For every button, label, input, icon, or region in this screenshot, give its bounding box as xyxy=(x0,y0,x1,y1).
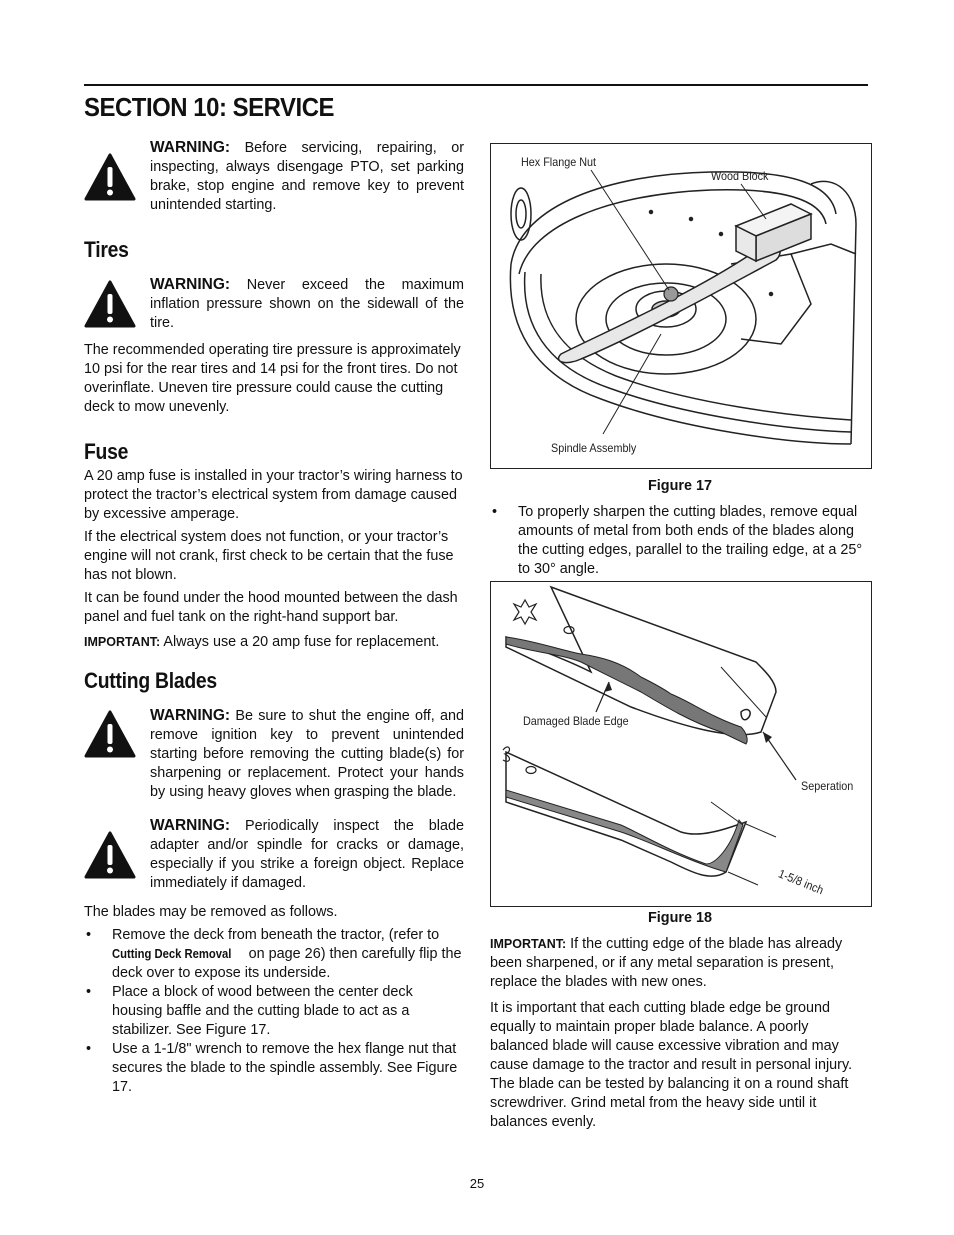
balance-paragraph: It is important that each cutting blade edge be ground equally to maintain proper blade balance. A poorly balanced blade will cause excessive vibration and may cause damage to the tractor and result in personal injury. The blade can be tested by balancing it on a round shaft screwdriver. Grind metal from the heavy side until it balances evenly. xyxy=(490,1000,853,1130)
callout-hex-flange-nut: Hex Flange Nut xyxy=(521,155,597,169)
list-item xyxy=(84,926,464,983)
warning-icon xyxy=(84,706,136,802)
list-item: • To properly sharpen the cutting blades, remove equal amounts of metal from both ends of the blades along the cutting edges, parallel to the trailing edge, at a 25° to 30° angle. xyxy=(490,503,870,579)
warning-icon xyxy=(84,816,136,893)
callout-separation: Seperation xyxy=(801,779,854,793)
section-title: SECTION 10: SERVICE xyxy=(84,92,335,122)
list-item: • Place a block of wood between the center deck housing baffle and the cutting blade to act as a stabilizer. See Figure 17. xyxy=(84,983,464,1040)
right-column xyxy=(490,143,870,1132)
callout-wood-block: Wood Block xyxy=(711,169,769,183)
replace-important xyxy=(490,935,870,992)
warning-label: WARNING: xyxy=(150,817,231,834)
cross-reference: Cutting Deck Removal xyxy=(112,947,232,961)
figure-17-caption: Figure 17 xyxy=(648,478,712,494)
fuse-important xyxy=(84,633,464,652)
cutting-blades-heading: Cutting Blades xyxy=(84,668,217,693)
warning-text xyxy=(150,816,464,893)
left-column xyxy=(84,138,464,1097)
warning-label: WARNING: xyxy=(150,276,231,293)
warning-icon xyxy=(84,275,136,333)
blade-comparison-illustration xyxy=(491,582,871,906)
sharpen-step xyxy=(490,503,870,579)
warning-block-intro xyxy=(84,138,464,215)
important-text: Always use a 20 amp fuse for replacement. xyxy=(160,634,440,650)
warning-text xyxy=(150,275,464,333)
fuse-paragraph: A 20 amp fuse is installed in your tractor’s wiring harness to protect the tractor’s electrical system from damage caused by excessive amperage. xyxy=(84,468,463,522)
warning-block-inspect xyxy=(84,816,464,893)
tires-body: The recommended operating tire pressure is approximately 10 psi for the rear tires and 14 psi for the front tires. Do not overinflate. Uneven tire pressure could cause the cutting deck to mow unevenly. xyxy=(84,342,461,415)
warning-label: WARNING: xyxy=(150,707,231,724)
warning-body: Periodically inspect the blade adapter and/or spindle for cracks or damage, especially if you strike a foreign object. Replace immediately if damaged. xyxy=(150,818,465,891)
callout-measurement: 1-5/8 inch xyxy=(776,866,826,898)
callout-damaged-blade-edge: Damaged Blade Edge xyxy=(523,714,629,728)
blades-intro: The blades may be removed as follows. xyxy=(84,904,338,920)
step-text: on page 26) then carefully flip the deck over to expose its underside. xyxy=(112,946,462,981)
important-text: If the cutting edge of the blade has already been sharpened, or if any metal separation is present, replace the blades with new ones. xyxy=(490,936,843,990)
warning-body: Be sure to shut the engine off, and remove ignition key to prevent unintended starting before removing the cutting blade(s) for sharpening or replacement. Protect your hands by using heavy gloves when grasping the blade. xyxy=(150,708,464,800)
important-label: IMPORTANT: xyxy=(84,635,161,649)
warning-body: Never exceed the maximum inflation pressure shown on the sidewall of the tire. xyxy=(150,277,465,331)
fuse-paragraph: If the electrical system does not function, or your tractor’s engine will not crank, first check to be certain that the fuse has not blown. xyxy=(84,529,454,583)
callout-spindle-assembly: Spindle Assembly xyxy=(551,441,637,455)
warning-label: WARNING: xyxy=(150,139,231,156)
warning-block-blades xyxy=(84,706,464,802)
list-item: • Use a 1-1/8" wrench to remove the hex flange nut that secures the blade to the spindle assembly. See Figure 17. xyxy=(84,1040,464,1097)
figure-18 xyxy=(490,581,872,907)
tires-heading: Tires xyxy=(84,237,129,262)
figure-18-caption: Figure 18 xyxy=(648,910,712,926)
deck-underside-illustration xyxy=(491,144,871,468)
warning-icon xyxy=(84,138,136,215)
important-label: IMPORTANT: xyxy=(490,937,567,951)
header-rule xyxy=(84,84,868,86)
removal-steps xyxy=(84,926,464,1097)
warning-block-tires xyxy=(84,275,464,333)
warning-text xyxy=(150,706,464,802)
warning-text xyxy=(150,138,464,215)
page-number: 25 xyxy=(469,1176,485,1191)
warning-body: Before servicing, repairing, or inspecting, always disengage PTO, set parking brake, stop engine and remove key to prevent unintended starting. xyxy=(150,140,465,213)
fuse-paragraph: It can be found under the hood mounted between the dash panel and fuel tank on the right-hand support bar. xyxy=(84,590,458,625)
figure-17 xyxy=(490,143,872,469)
fuse-heading: Fuse xyxy=(84,439,129,464)
step-text: Remove the deck from beneath the tractor, (refer to xyxy=(112,927,440,943)
